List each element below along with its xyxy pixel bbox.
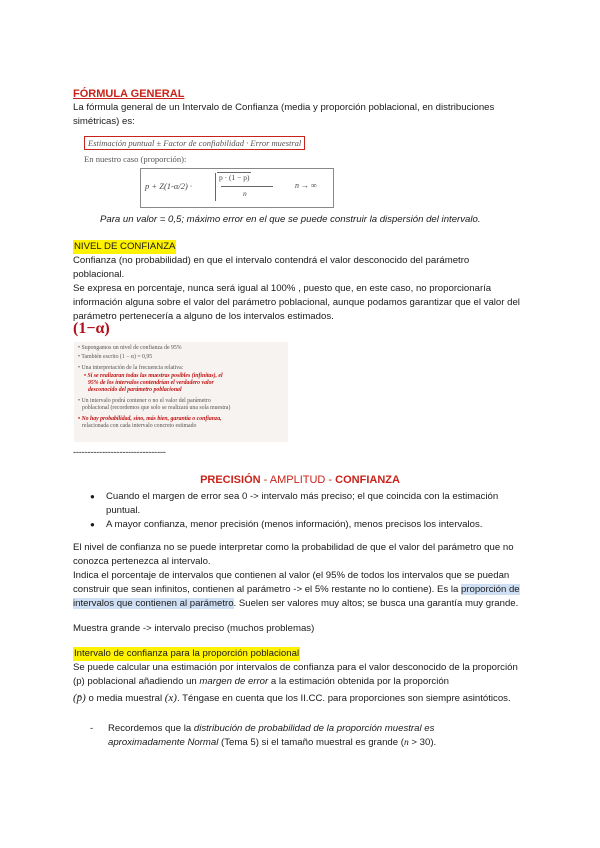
proportion-p1-em: margen de error [199, 676, 269, 688]
precision-title-sep1: - [260, 474, 270, 486]
formula-sqrt [217, 172, 251, 182]
precision-title-c: CONFIANZA [335, 474, 400, 486]
proportion-title: Intervalo de confianza para la proporción poblacional [73, 647, 300, 661]
precision-p2-b: . Suelen ser valores muy altos; se busca una garantía muy grande. [233, 598, 519, 610]
proportion-p1 [73, 661, 528, 689]
proportion-p2 [73, 691, 528, 706]
precision-p1: El nivel de confianza no se puede interpretar como la probabilidad de que el valor del parámetro que no conozca pertenezca al intervalo. [73, 542, 514, 568]
formula-intro: La fórmula general de un Intervalo de Confianza (media y proporción poblacional, en distribuciones simétricas) es: [73, 102, 495, 128]
proportion-dash-item [108, 722, 513, 750]
precision-title-b: AMPLITUD [269, 474, 326, 486]
symbol-p: (p̄) [73, 692, 86, 704]
proportion-dash-em: distribución de probabilidad de la proporción muestral es aproximadamente Normal [108, 723, 435, 749]
formula-note: Para un valor = 0,5; máximo error en el que se puede construir la dispersión del intervalo. [100, 214, 481, 225]
fig-line: desconocido del parámetro poblacional [88, 387, 182, 393]
confidence-title: NIVEL DE CONFIANZA [73, 240, 176, 254]
selected-text: proporción de intervalos que contienen al parámetro [73, 584, 520, 610]
confidence-p2: Se expresa en porcentaje, nunca será igual al 100% , puesto que, en este caso, no proporcionaría información alguna sobre el valor del parámetro poblacional, aunque podamos garantizar que el valor del parámetro pertenecería a alguno de los intervalos estimados. [73, 283, 520, 323]
precision-title-a: PRECISIÓN [200, 474, 261, 486]
proportion-p1-a: Se puede calcular una estimación por intervalos de confianza para el valor desconocido de la proporción (p) poblacional añadiendo un [73, 662, 518, 688]
precision-bullets [80, 490, 520, 533]
precision-p3: Muestra grande -> intervalo preciso (muchos problemas) [73, 623, 315, 634]
formula-case-label: En nuestro caso (proporción): [84, 154, 187, 164]
alpha-symbol: (1−α) [73, 320, 110, 337]
formula-radical-line [215, 173, 216, 201]
precision-p2 [73, 569, 528, 612]
proportion-dash-c: > 30). [408, 737, 437, 749]
list-item: ● A mayor confianza, menor precisión (menos información), menos precisos los intervalos. [80, 518, 520, 532]
fig-line: • Si se realizaran todas las muestras posibles (infinitas), el [84, 373, 223, 379]
proportion-dash-n: n [403, 737, 409, 749]
proportion-dash-b: (Tema 5) si el tamaño muestral es grande ( [218, 737, 404, 749]
fig-line: • Un intervalo podrá contener o no el valor del parámetro [78, 398, 211, 404]
proportion-p2-a: o media muestral [85, 693, 165, 704]
list-item: ● Cuando el margen de error sea 0 -> intervalo más preciso; el que coincida con la estimación puntual. [80, 490, 520, 518]
precision-p2-a: Indica el porcentaje de intervalos que contienen al valor (el 95% de todos los intervalos que se puedan construir que sean infinitos, contienen al parámetro -> el 5% restante no lo contiene). Es la [73, 570, 510, 596]
formula-title: FÓRMULA GENERAL [73, 88, 185, 100]
confidence-figure [74, 342, 288, 442]
formula-expr-den: n [243, 189, 247, 198]
dash-marker: - [90, 723, 94, 734]
proportion-p1-b: a la estimación obtenida por la proporción [268, 676, 450, 688]
formula-fraction-bar [221, 186, 273, 187]
proportion-dash-a: Recordemos que la [108, 723, 194, 734]
fig-line: • Supongamos un nivel de confianza de 95% [78, 345, 182, 351]
proportion-p2-b: . Téngase en cuenta que los II.CC. para proporciones son siempre asintóticos. [176, 693, 511, 704]
fig-line: • Una interpretación de la frecuencia relativa: [78, 365, 184, 371]
formula-box: Estimación puntual ± Factor de confiabilidad · Error muestral [84, 136, 305, 150]
precision-title [0, 474, 600, 486]
fig-line: 95% de los intervalos contendrían el verdadero valor [88, 380, 214, 386]
symbol-x: (x) [164, 692, 177, 704]
section-separator: -------------------------------- [73, 447, 166, 458]
formula-expr-right: n → ∞ [295, 181, 317, 190]
formula-expr-num: p · (1 − p) [219, 173, 250, 182]
formula-expression [140, 168, 334, 208]
precision-title-sep2: - [325, 474, 336, 486]
fig-line: • También escrito (1 − α) = 0,95 [78, 354, 153, 360]
fig-line: relacionada con cada intervalo concreto estimado [82, 423, 197, 429]
fig-line: poblacional (recordemos que solo se realizará una sola muestra) [82, 405, 231, 411]
confidence-p1: Confianza (no probabilidad) en que el intervalo contendrá el valor desconocido del parámetro poblacional. [73, 255, 470, 281]
formula-expr-left: p + Z(1-α/2) · [145, 181, 193, 191]
fig-line: • No hay probabilidad, sino, más bien, garantía o confianza, [78, 416, 222, 422]
